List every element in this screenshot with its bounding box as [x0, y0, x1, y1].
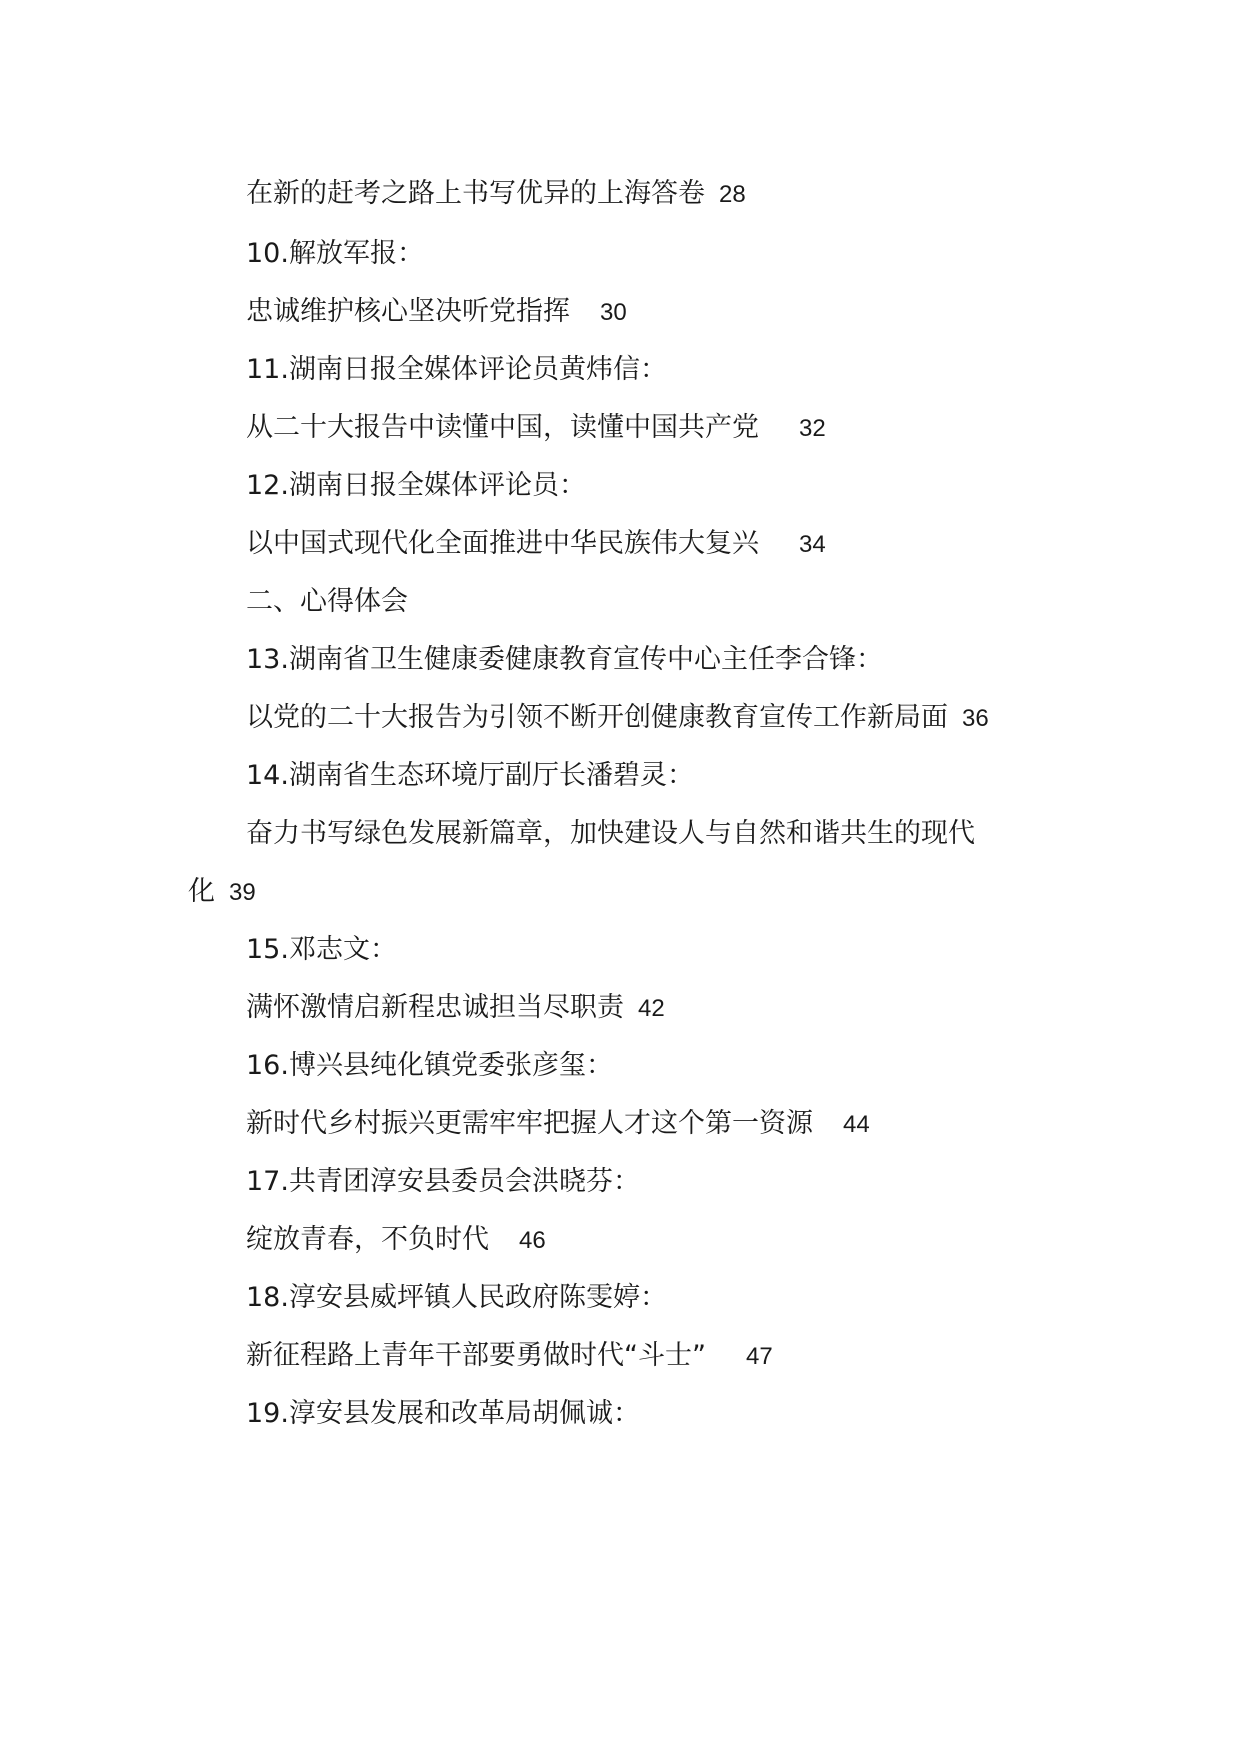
toc-page-number: 36: [962, 705, 989, 732]
toc-heading: [0, 466, 1240, 506]
toc-source: 14.湖南省生态环境厅副厅长潘碧灵：: [246, 760, 694, 791]
toc-heading: [0, 930, 1240, 970]
toc-title: 从二十大报告中读懂中国，读懂中国共产党: [246, 412, 759, 443]
toc-title: 新时代乡村振兴更需牢牢把握人才这个第一资源: [246, 1108, 813, 1139]
toc-page-number: 46: [519, 1227, 546, 1254]
toc-page-number: 44: [843, 1111, 870, 1138]
toc-page-number: 32: [799, 415, 826, 442]
toc-heading: [0, 1162, 1240, 1202]
toc-entry: [0, 1220, 1240, 1261]
toc-page-number: 34: [799, 531, 826, 558]
toc-heading: [0, 350, 1240, 390]
toc-entry-continuation: [0, 872, 1240, 913]
toc-title: 以中国式现代化全面推进中华民族伟大复兴: [246, 528, 759, 559]
toc-entry: [0, 524, 1240, 565]
toc-source: 13.湖南省卫生健康委健康教育宣传中心主任李合锋：: [246, 644, 883, 675]
toc-title: 忠诚维护核心坚决听党指挥: [246, 296, 570, 327]
toc-heading: [0, 234, 1240, 274]
toc-page-number: 28: [719, 181, 746, 208]
toc-title: 新征程路上青年干部要勇做时代“斗士”: [246, 1340, 706, 1371]
toc-title: 奋力书写绿色发展新篇章，加快建设人与自然和谐共生的现代: [246, 818, 975, 849]
section-title: 二、心得体会: [246, 586, 408, 617]
toc-entry: [0, 408, 1240, 449]
toc-source: 19.淳安县发展和改革局胡佩诚：: [246, 1398, 640, 1429]
toc-page-number: 47: [745, 1343, 773, 1370]
toc-entry: [0, 1336, 1240, 1377]
toc-page-number: 39: [229, 879, 256, 906]
toc-title: 满怀激情启新程忠诚担当尽职责: [246, 992, 624, 1023]
toc-entry: [0, 814, 1240, 854]
toc-entry: [0, 1104, 1240, 1145]
toc-title: 化: [188, 876, 215, 907]
toc-source: 11.湖南日报全媒体评论员黄炜信：: [246, 354, 667, 385]
toc-source: 16.博兴县纯化镇党委张彦玺：: [246, 1050, 613, 1081]
toc-source: 15.邓志文：: [246, 934, 397, 965]
toc-title: 以党的二十大报告为引领不断开创健康教育宣传工作新局面: [246, 702, 948, 733]
toc-page-number: 42: [638, 995, 665, 1022]
toc-title: 绽放青春，不负时代: [246, 1224, 489, 1255]
toc-heading: [0, 1046, 1240, 1086]
toc-title: 在新的赶考之路上书写优异的上海答卷: [246, 178, 705, 209]
toc-entry: [0, 292, 1240, 333]
toc-entry: [0, 174, 1240, 215]
toc-page-number: 30: [600, 299, 627, 326]
toc-heading: [0, 1278, 1240, 1318]
toc-entry: [0, 988, 1240, 1029]
toc-source: 12.湖南日报全媒体评论员：: [246, 470, 586, 501]
section-heading: [0, 582, 1240, 622]
toc-source: 10.解放军报：: [246, 238, 424, 269]
toc-entry: [0, 698, 1240, 739]
toc-heading: [0, 756, 1240, 796]
toc-source: 17.共青团淳安县委员会洪晓芬：: [246, 1166, 640, 1197]
toc-source: 18.淳安县威坪镇人民政府陈雯婷：: [246, 1282, 667, 1313]
toc-heading: [0, 1394, 1240, 1434]
toc-heading: [0, 640, 1240, 680]
